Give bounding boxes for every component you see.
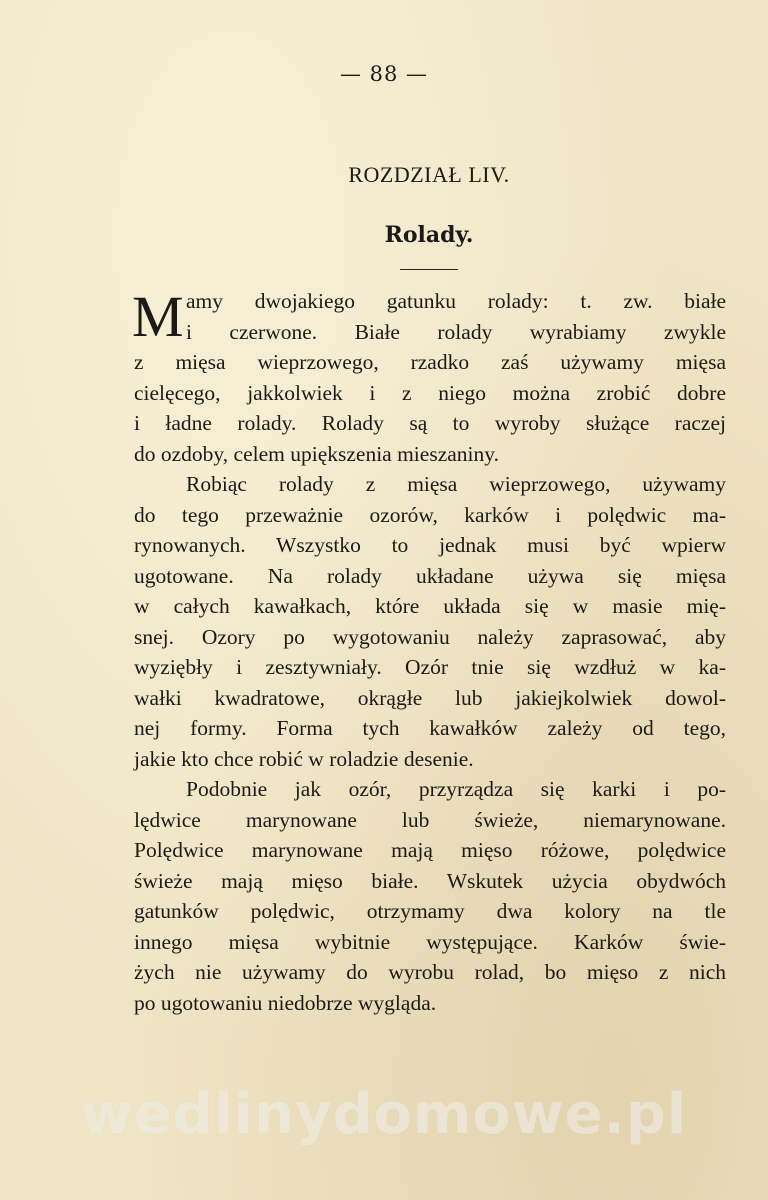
paragraph-1 <box>134 286 726 469</box>
text-line: amy dwojakiego gatunku rolady: t. zw. białe <box>186 289 726 313</box>
paragraph-3 <box>134 774 726 1018</box>
text-line: wałki kwadratowe, okrągłe lub jakiejkolwiek dowol- <box>134 685 726 710</box>
site-watermark: wedlinydomowe.pl <box>80 1082 688 1147</box>
page-number: — 88 — <box>339 62 429 86</box>
text-line: rynowanych. Wszystko to jednak musi być wpierw <box>134 533 726 557</box>
paragraph-2 <box>134 469 726 774</box>
text-line: Podobnie jak ozór, przyrządza się karki i po- <box>186 777 726 801</box>
text-line: Polędwice marynowane mają mięso różowe, polędwice <box>134 838 726 862</box>
chapter-title: ROZDZIAŁ LIV. <box>348 162 510 187</box>
text-line: w całych kawałkach, które układa się w masie mię- <box>134 594 726 618</box>
text-line: innego mięsa wybitnie występujące. Karków świe- <box>134 929 726 954</box>
section-title: Rolady. <box>384 222 474 248</box>
text-line: Robiąc rolady z mięsa wieprzowego, używamy <box>186 472 726 496</box>
title-divider <box>400 269 458 270</box>
drop-cap-letter: M <box>132 284 184 349</box>
text-line: świeże mają mięso białe. Wskutek użycia obydwóch <box>134 868 726 893</box>
body-text <box>134 286 726 1018</box>
text-line: z mięsa wieprzowego, rzadko zaś używamy mięsa <box>134 350 726 374</box>
text-line: do tego przeważnie ozorów, karków i polędwic ma- <box>134 502 726 527</box>
text-line: ugotowane. Na rolady układane używa się mięsa <box>134 563 726 588</box>
text-line: nej formy. Forma tych kawałków zależy od tego, <box>134 716 726 740</box>
text-line: gatunków polędwic, otrzymamy dwa kolory na tle <box>134 899 726 923</box>
text-line: i czerwone. Białe rolady wyrabiamy zwykle <box>186 319 726 344</box>
text-line: po ugotowaniu niedobrze wygląda. <box>134 990 437 1015</box>
text-line: do ozdoby, celem upiększenia mieszaniny. <box>134 441 499 466</box>
text-line: jakie kto chce robić w roladzie desenie. <box>134 746 474 771</box>
text-line: snej. Ozory po wygotowaniu należy zaprasować, aby <box>134 624 726 649</box>
text-line: żych nie używamy do wyrobu rolad, bo mięso z nich <box>134 960 726 984</box>
text-line: i ładne rolady. Rolady są to wyroby służące raczej <box>134 411 726 435</box>
text-line: cielęcego, jakkolwiek i z niego można zrobić dobre <box>134 380 726 405</box>
text-line: wyziębły i zesztywniały. Ozór tnie się wzdłuż w ka- <box>134 655 726 679</box>
text-line: lędwice marynowane lub świeże, niemarynowane. <box>134 807 726 832</box>
